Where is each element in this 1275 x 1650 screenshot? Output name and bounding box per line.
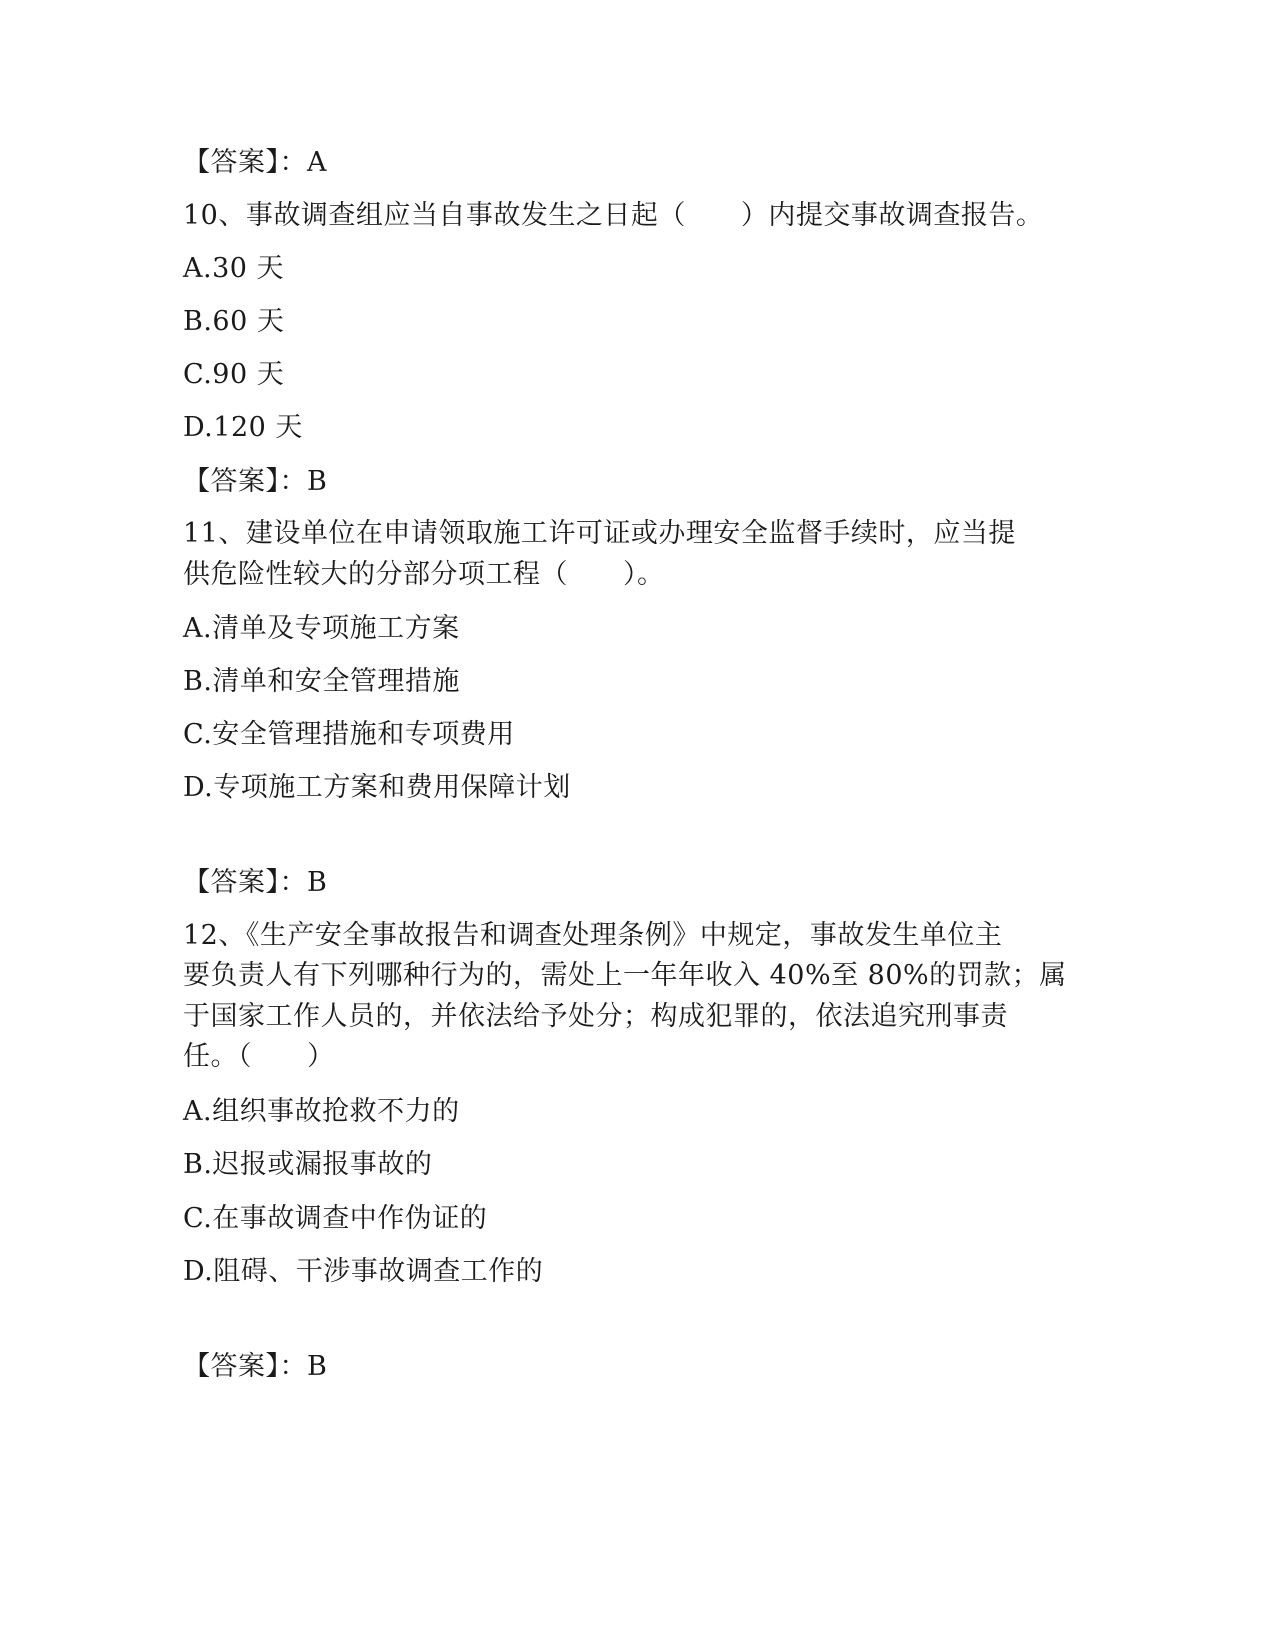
question-12-stem-line-4: 任。（ ）	[183, 1041, 335, 1072]
question-12-stem-line-1: 12、《生产安全事故报告和调查处理条例》中规定，事故发生单位主	[183, 920, 1003, 951]
answer-separator: ：	[279, 867, 307, 898]
answer-value: B	[307, 867, 328, 898]
question-12-option-a: A.组织事故抢救不力的	[183, 1096, 460, 1127]
answer-line-3	[183, 862, 327, 904]
question-10-option-b: B.60 天	[183, 306, 285, 337]
question-10-stem: 10、事故调查组应当自事故发生之日起（ ）内提交事故调查报告。	[183, 200, 1044, 231]
question-11-option-a: A.清单及专项施工方案	[183, 613, 460, 644]
answer-line-4	[183, 1346, 327, 1388]
question-12-option-b: B.迟报或漏报事故的	[183, 1149, 433, 1180]
answer-label: 【答案】	[183, 147, 280, 178]
question-10-option-c: C.90 天	[183, 359, 285, 390]
question-11-option-b: B.清单和安全管理措施	[183, 666, 460, 697]
answer-separator: ：	[279, 1351, 307, 1382]
question-11-option-d: D.专项施工方案和费用保障计划	[183, 772, 571, 803]
answer-line-1	[183, 142, 327, 184]
question-12-option-d: D.阻碍、干涉事故调查工作的	[183, 1256, 544, 1287]
answer-value: A	[307, 147, 327, 178]
question-12-stem-line-2: 要负责人有下列哪种行为的，需处上一年年收入 40%至 80%的罚款；属	[183, 960, 1067, 991]
question-12-stem-line-3: 于国家工作人员的，并依法给予处分；构成犯罪的，依法追究刑事责	[183, 1001, 1008, 1032]
question-10-option-d: D.120 天	[183, 412, 303, 443]
question-11-stem-line-2: 供危险性较大的分部分项工程（ ）。	[183, 559, 665, 590]
answer-value: B	[307, 1351, 328, 1382]
answer-line-2	[183, 461, 327, 503]
answer-label: 【答案】	[183, 867, 280, 898]
question-12-option-c: C.在事故调查中作伪证的	[183, 1203, 488, 1234]
answer-label: 【答案】	[183, 1351, 280, 1382]
question-11-stem-line-1: 11、建设单位在申请领取施工许可证或办理安全监督手续时，应当提	[183, 518, 1016, 549]
answer-separator: ：	[279, 147, 307, 178]
answer-label: 【答案】	[183, 466, 280, 497]
answer-value: B	[307, 466, 328, 497]
question-11-option-c: C.安全管理措施和专项费用	[183, 719, 515, 750]
answer-separator: ：	[279, 466, 307, 497]
question-10-option-a: A.30 天	[183, 253, 285, 284]
